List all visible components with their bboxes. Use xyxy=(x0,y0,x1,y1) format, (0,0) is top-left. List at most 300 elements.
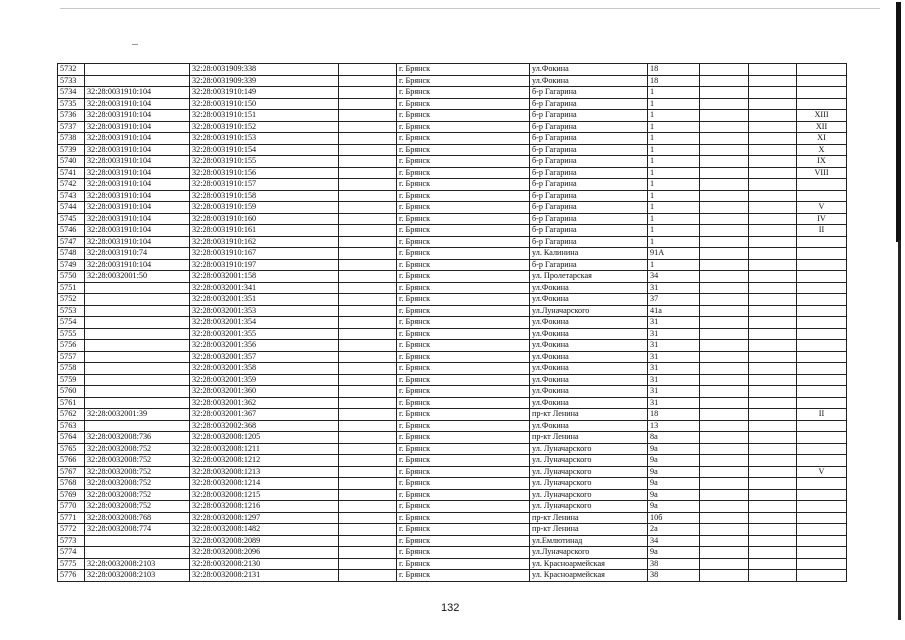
empty-cell xyxy=(749,202,797,214)
house-number: 1 xyxy=(648,133,700,145)
parent-cadastral-number xyxy=(85,386,190,398)
premise-number xyxy=(797,259,847,271)
row-number: 5734 xyxy=(58,87,85,99)
table-row xyxy=(58,133,847,145)
empty-cell xyxy=(749,282,797,294)
empty-cell xyxy=(749,466,797,478)
table-row xyxy=(58,179,847,191)
city: г. Брянск xyxy=(397,121,530,133)
row-number: 5764 xyxy=(58,432,85,444)
empty-cell xyxy=(339,144,397,156)
house-number: 1 xyxy=(648,121,700,133)
empty-cell xyxy=(339,98,397,110)
house-number: 37 xyxy=(648,294,700,306)
row-number: 5748 xyxy=(58,248,85,260)
row-number: 5741 xyxy=(58,167,85,179)
premise-number: VIII xyxy=(797,167,847,179)
cadastral-number: 32:28:0032008:1297 xyxy=(190,512,339,524)
registry-table xyxy=(57,63,847,582)
street: б-р Гагарина xyxy=(530,202,648,214)
empty-cell xyxy=(700,340,749,352)
city: г. Брянск xyxy=(397,98,530,110)
empty-cell xyxy=(339,236,397,248)
empty-cell xyxy=(700,259,749,271)
empty-cell xyxy=(700,409,749,421)
empty-cell xyxy=(339,317,397,329)
empty-cell xyxy=(339,466,397,478)
empty-cell xyxy=(700,98,749,110)
cadastral-number: 32:28:0032001:358 xyxy=(190,363,339,375)
cadastral-number: 32:28:0032001:355 xyxy=(190,328,339,340)
table-row xyxy=(58,121,847,133)
empty-cell xyxy=(700,202,749,214)
cadastral-number: 32:28:0032008:1482 xyxy=(190,524,339,536)
empty-cell xyxy=(749,259,797,271)
cadastral-number: 32:28:0031910:197 xyxy=(190,259,339,271)
row-number: 5762 xyxy=(58,409,85,421)
street: ул. Луначарского xyxy=(530,478,648,490)
cadastral-number: 32:28:0031910:150 xyxy=(190,98,339,110)
row-number: 5765 xyxy=(58,443,85,455)
row-number: 5735 xyxy=(58,98,85,110)
parent-cadastral-number: 32:28:0032008:736 xyxy=(85,432,190,444)
house-number: 31 xyxy=(648,351,700,363)
empty-cell xyxy=(749,236,797,248)
street: б-р Гагарина xyxy=(530,121,648,133)
parent-cadastral-number: 32:28:0031910:74 xyxy=(85,248,190,260)
house-number: 9а xyxy=(648,478,700,490)
city: г. Брянск xyxy=(397,443,530,455)
city: г. Брянск xyxy=(397,248,530,260)
house-number: 1 xyxy=(648,156,700,168)
scan-artifact-mark xyxy=(132,44,138,45)
premise-number xyxy=(797,535,847,547)
empty-cell xyxy=(749,167,797,179)
house-number: 31 xyxy=(648,328,700,340)
cadastral-number: 32:28:0031910:161 xyxy=(190,225,339,237)
empty-cell xyxy=(749,420,797,432)
street: б-р Гагарина xyxy=(530,133,648,145)
row-number: 5743 xyxy=(58,190,85,202)
empty-cell xyxy=(700,466,749,478)
row-number: 5774 xyxy=(58,547,85,559)
row-number: 5742 xyxy=(58,179,85,191)
premise-number xyxy=(797,374,847,386)
parent-cadastral-number: 32:28:0031910:104 xyxy=(85,213,190,225)
street: ул. Луначарского xyxy=(530,443,648,455)
parent-cadastral-number xyxy=(85,363,190,375)
registry-table-body xyxy=(58,64,847,582)
premise-number: XIII xyxy=(797,110,847,122)
parent-cadastral-number: 32:28:0032008:774 xyxy=(85,524,190,536)
premise-number xyxy=(797,512,847,524)
parent-cadastral-number xyxy=(85,420,190,432)
empty-cell xyxy=(700,420,749,432)
empty-cell xyxy=(749,455,797,467)
page-number: 132 xyxy=(441,602,460,614)
empty-cell xyxy=(339,294,397,306)
city: г. Брянск xyxy=(397,64,530,76)
house-number: 1 xyxy=(648,259,700,271)
table-row xyxy=(58,98,847,110)
empty-cell xyxy=(339,271,397,283)
parent-cadastral-number: 32:28:0032008:752 xyxy=(85,455,190,467)
street: ул.Фокина xyxy=(530,420,648,432)
cadastral-number: 32:28:0031910:157 xyxy=(190,179,339,191)
empty-cell xyxy=(339,328,397,340)
table-row xyxy=(58,397,847,409)
house-number: 18 xyxy=(648,64,700,76)
empty-cell xyxy=(339,397,397,409)
house-number: 31 xyxy=(648,317,700,329)
house-number: 31 xyxy=(648,282,700,294)
premise-number xyxy=(797,432,847,444)
empty-cell xyxy=(339,547,397,559)
city: г. Брянск xyxy=(397,294,530,306)
parent-cadastral-number: 32:28:0032001:50 xyxy=(85,271,190,283)
row-number: 5744 xyxy=(58,202,85,214)
cadastral-number: 32:28:0032001:362 xyxy=(190,397,339,409)
empty-cell xyxy=(700,501,749,513)
parent-cadastral-number: 32:28:0031910:104 xyxy=(85,87,190,99)
empty-cell xyxy=(749,570,797,582)
parent-cadastral-number: 32:28:0032008:752 xyxy=(85,443,190,455)
premise-number xyxy=(797,501,847,513)
empty-cell xyxy=(749,328,797,340)
cadastral-number: 32:28:0032001:351 xyxy=(190,294,339,306)
house-number: 34 xyxy=(648,271,700,283)
parent-cadastral-number: 32:28:0031910:104 xyxy=(85,236,190,248)
parent-cadastral-number: 32:28:0032008:2103 xyxy=(85,570,190,582)
empty-cell xyxy=(700,478,749,490)
city: г. Брянск xyxy=(397,110,530,122)
parent-cadastral-number: 32:28:0031910:104 xyxy=(85,110,190,122)
city: г. Брянск xyxy=(397,397,530,409)
premise-number xyxy=(797,75,847,87)
cadastral-number: 32:28:0031909:338 xyxy=(190,64,339,76)
empty-cell xyxy=(339,351,397,363)
house-number: 9а xyxy=(648,501,700,513)
premise-number xyxy=(797,294,847,306)
empty-cell xyxy=(700,524,749,536)
empty-cell xyxy=(749,397,797,409)
house-number: 9а xyxy=(648,466,700,478)
city: г. Брянск xyxy=(397,386,530,398)
city: г. Брянск xyxy=(397,213,530,225)
premise-number: V xyxy=(797,466,847,478)
empty-cell xyxy=(339,386,397,398)
cadastral-number: 32:28:0031910:154 xyxy=(190,144,339,156)
empty-cell xyxy=(339,478,397,490)
street: б-р Гагарина xyxy=(530,259,648,271)
parent-cadastral-number: 32:28:0031910:104 xyxy=(85,202,190,214)
empty-cell xyxy=(700,328,749,340)
house-number: 9а xyxy=(648,547,700,559)
empty-cell xyxy=(339,133,397,145)
empty-cell xyxy=(339,248,397,260)
row-number: 5739 xyxy=(58,144,85,156)
city: г. Брянск xyxy=(397,87,530,99)
premise-number xyxy=(797,190,847,202)
cadastral-number: 32:28:0032008:2130 xyxy=(190,558,339,570)
empty-cell xyxy=(749,144,797,156)
empty-cell xyxy=(749,524,797,536)
premise-number xyxy=(797,328,847,340)
premise-number xyxy=(797,524,847,536)
empty-cell xyxy=(339,455,397,467)
street: б-р Гагарина xyxy=(530,190,648,202)
cadastral-number: 32:28:0032008:1214 xyxy=(190,478,339,490)
street: ул.Фокина xyxy=(530,282,648,294)
table-row xyxy=(58,455,847,467)
empty-cell xyxy=(749,156,797,168)
house-number: 1 xyxy=(648,167,700,179)
cadastral-number: 32:28:0031910:162 xyxy=(190,236,339,248)
empty-cell xyxy=(749,110,797,122)
empty-cell xyxy=(339,87,397,99)
empty-cell xyxy=(749,98,797,110)
empty-cell xyxy=(700,363,749,375)
city: г. Брянск xyxy=(397,75,530,87)
house-number: 8а xyxy=(648,432,700,444)
premise-number xyxy=(797,236,847,248)
house-number: 1 xyxy=(648,213,700,225)
cadastral-number: 32:28:0032008:1216 xyxy=(190,501,339,513)
house-number: 31 xyxy=(648,374,700,386)
street: ул.Фокина xyxy=(530,374,648,386)
house-number: 41а xyxy=(648,305,700,317)
city: г. Брянск xyxy=(397,466,530,478)
premise-number xyxy=(797,420,847,432)
city: г. Брянск xyxy=(397,282,530,294)
empty-cell xyxy=(700,271,749,283)
cadastral-number: 32:28:0032001:356 xyxy=(190,340,339,352)
premise-number xyxy=(797,64,847,76)
cadastral-number: 32:28:0032001:367 xyxy=(190,409,339,421)
cadastral-number: 32:28:0032001:357 xyxy=(190,351,339,363)
empty-cell xyxy=(749,121,797,133)
table-row xyxy=(58,374,847,386)
cadastral-number: 32:28:0031910:151 xyxy=(190,110,339,122)
empty-cell xyxy=(700,213,749,225)
empty-cell xyxy=(339,432,397,444)
premise-number xyxy=(797,317,847,329)
street: б-р Гагарина xyxy=(530,98,648,110)
empty-cell xyxy=(700,236,749,248)
city: г. Брянск xyxy=(397,351,530,363)
row-number: 5750 xyxy=(58,271,85,283)
empty-cell xyxy=(700,397,749,409)
cadastral-number: 32:28:0031909:339 xyxy=(190,75,339,87)
table-row xyxy=(58,420,847,432)
empty-cell xyxy=(339,305,397,317)
premise-number: IX xyxy=(797,156,847,168)
table-row xyxy=(58,202,847,214)
empty-cell xyxy=(749,87,797,99)
city: г. Брянск xyxy=(397,547,530,559)
empty-cell xyxy=(700,167,749,179)
table-row xyxy=(58,409,847,421)
table-row xyxy=(58,351,847,363)
empty-cell xyxy=(700,87,749,99)
empty-cell xyxy=(700,432,749,444)
row-number: 5732 xyxy=(58,64,85,76)
table-row xyxy=(58,248,847,260)
city: г. Брянск xyxy=(397,374,530,386)
empty-cell xyxy=(749,443,797,455)
cadastral-number: 32:28:0031910:153 xyxy=(190,133,339,145)
parent-cadastral-number: 32:28:0031910:104 xyxy=(85,179,190,191)
row-number: 5761 xyxy=(58,397,85,409)
parent-cadastral-number xyxy=(85,305,190,317)
street: ул.Луначарского xyxy=(530,547,648,559)
premise-number xyxy=(797,363,847,375)
empty-cell xyxy=(700,351,749,363)
empty-cell xyxy=(749,432,797,444)
city: г. Брянск xyxy=(397,432,530,444)
parent-cadastral-number xyxy=(85,340,190,352)
street: б-р Гагарина xyxy=(530,144,648,156)
row-number: 5745 xyxy=(58,213,85,225)
empty-cell xyxy=(700,547,749,559)
empty-cell xyxy=(339,535,397,547)
city: г. Брянск xyxy=(397,420,530,432)
empty-cell xyxy=(749,363,797,375)
empty-cell xyxy=(749,478,797,490)
empty-cell xyxy=(749,133,797,145)
empty-cell xyxy=(749,340,797,352)
parent-cadastral-number xyxy=(85,75,190,87)
empty-cell xyxy=(749,64,797,76)
table-row xyxy=(58,443,847,455)
premise-number: XI xyxy=(797,133,847,145)
house-number: 18 xyxy=(648,409,700,421)
row-number: 5766 xyxy=(58,455,85,467)
premise-number xyxy=(797,87,847,99)
empty-cell xyxy=(700,294,749,306)
house-number: 31 xyxy=(648,397,700,409)
empty-cell xyxy=(339,213,397,225)
cadastral-number: 32:28:0031910:167 xyxy=(190,248,339,260)
house-number: 1 xyxy=(648,144,700,156)
house-number: 1 xyxy=(648,179,700,191)
parent-cadastral-number: 32:28:0031910:104 xyxy=(85,167,190,179)
city: г. Брянск xyxy=(397,489,530,501)
row-number: 5770 xyxy=(58,501,85,513)
city: г. Брянск xyxy=(397,340,530,352)
city: г. Брянск xyxy=(397,179,530,191)
premise-number xyxy=(797,179,847,191)
street: ул. Красноармейская xyxy=(530,558,648,570)
premise-number xyxy=(797,570,847,582)
street: ул.Луначарского xyxy=(530,305,648,317)
premise-number xyxy=(797,558,847,570)
empty-cell xyxy=(339,443,397,455)
house-number: 34 xyxy=(648,535,700,547)
cadastral-number: 32:28:0031910:158 xyxy=(190,190,339,202)
table-row xyxy=(58,328,847,340)
row-number: 5775 xyxy=(58,558,85,570)
empty-cell xyxy=(749,386,797,398)
house-number: 1 xyxy=(648,225,700,237)
city: г. Брянск xyxy=(397,156,530,168)
empty-cell xyxy=(700,489,749,501)
table-row xyxy=(58,466,847,478)
city: г. Брянск xyxy=(397,202,530,214)
table-row xyxy=(58,282,847,294)
street: б-р Гагарина xyxy=(530,156,648,168)
table-row xyxy=(58,547,847,559)
house-number: 13 xyxy=(648,420,700,432)
empty-cell xyxy=(339,340,397,352)
street: ул.Фокина xyxy=(530,351,648,363)
row-number: 5740 xyxy=(58,156,85,168)
row-number: 5768 xyxy=(58,478,85,490)
city: г. Брянск xyxy=(397,328,530,340)
empty-cell xyxy=(749,547,797,559)
premise-number xyxy=(797,340,847,352)
table-row xyxy=(58,64,847,76)
row-number: 5753 xyxy=(58,305,85,317)
house-number: 1 xyxy=(648,236,700,248)
row-number: 5737 xyxy=(58,121,85,133)
empty-cell xyxy=(700,179,749,191)
empty-cell xyxy=(700,558,749,570)
table-row xyxy=(58,512,847,524)
parent-cadastral-number: 32:28:0032008:752 xyxy=(85,501,190,513)
premise-number xyxy=(797,351,847,363)
empty-cell xyxy=(700,305,749,317)
empty-cell xyxy=(339,110,397,122)
empty-cell xyxy=(749,213,797,225)
row-number: 5773 xyxy=(58,535,85,547)
city: г. Брянск xyxy=(397,570,530,582)
parent-cadastral-number xyxy=(85,351,190,363)
premise-number xyxy=(797,305,847,317)
cadastral-number: 32:28:0032001:341 xyxy=(190,282,339,294)
parent-cadastral-number xyxy=(85,547,190,559)
house-number: 1 xyxy=(648,98,700,110)
empty-cell xyxy=(749,489,797,501)
row-number: 5772 xyxy=(58,524,85,536)
table-row xyxy=(58,236,847,248)
street: б-р Гагарина xyxy=(530,236,648,248)
empty-cell xyxy=(339,570,397,582)
empty-cell xyxy=(749,190,797,202)
cadastral-number: 32:28:0032002:368 xyxy=(190,420,339,432)
empty-cell xyxy=(339,363,397,375)
empty-cell xyxy=(700,455,749,467)
table-row xyxy=(58,271,847,283)
street: ул. Луначарского xyxy=(530,455,648,467)
cadastral-number: 32:28:0031910:149 xyxy=(190,87,339,99)
street: ул.Фокина xyxy=(530,328,648,340)
cadastral-number: 32:28:0032008:1212 xyxy=(190,455,339,467)
premise-number: X xyxy=(797,144,847,156)
empty-cell xyxy=(339,512,397,524)
street: ул.Емлютинад xyxy=(530,535,648,547)
empty-cell xyxy=(700,144,749,156)
table-row xyxy=(58,558,847,570)
row-number: 5733 xyxy=(58,75,85,87)
parent-cadastral-number: 32:28:0031910:104 xyxy=(85,190,190,202)
table-row xyxy=(58,317,847,329)
cadastral-number: 32:28:0032008:1205 xyxy=(190,432,339,444)
street: ул. Пролетарская xyxy=(530,271,648,283)
cadastral-number: 32:28:0032001:353 xyxy=(190,305,339,317)
row-number: 5751 xyxy=(58,282,85,294)
row-number: 5769 xyxy=(58,489,85,501)
